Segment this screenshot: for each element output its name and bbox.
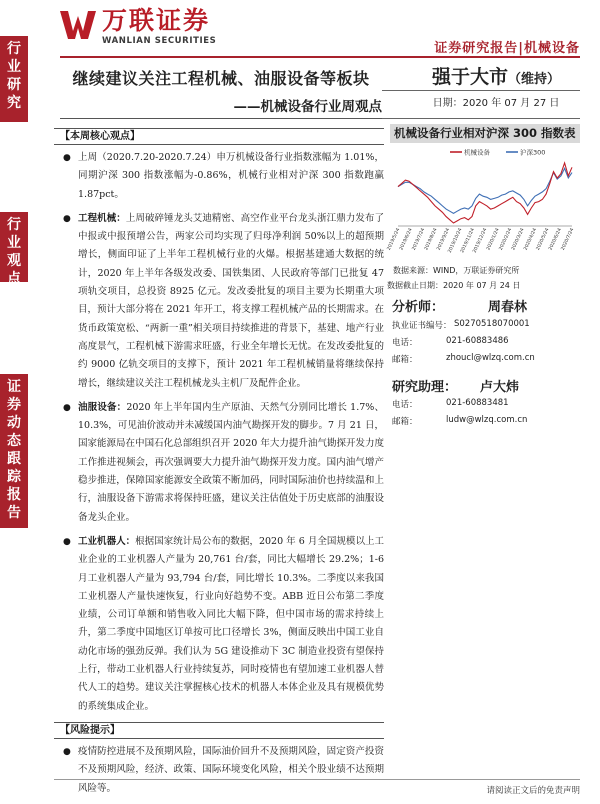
- assistant-email-value[interactable]: ludw@wlzq.com.cn: [446, 415, 528, 425]
- report-title: 继续建议关注工程机械、油服设备等板块: [72, 69, 370, 88]
- bullet-icon: ●: [63, 153, 71, 163]
- paragraph-lead: 油服设备：: [78, 401, 127, 413]
- date-divider: [382, 118, 580, 119]
- chart-title: 机械设备行业相对沪深 300 指数表: [390, 124, 580, 143]
- oil-service-paragraph: [54, 399, 384, 527]
- assistant-email-label: 邮箱：: [392, 417, 418, 427]
- bullet-icon: ●: [63, 536, 71, 547]
- legend-label: 机械设备: [464, 148, 490, 157]
- paragraph-text: 上周（2020.7.20-2020.7.24）申万机械设备行业指数涨幅为 1.01%，同期沪深 300 指数涨幅为-0.86%，机械行业相对沪深 300 指数跑赢 1.87pct。: [78, 152, 384, 200]
- disclaimer-note: 请阅读正文后的免责声明: [486, 786, 580, 796]
- x-tick-label: 2019/8/24: [424, 227, 439, 252]
- paragraph-text: 疫情防控进展不及预期风险，国际油价回升不及预期风险，固定资产投资不及预期风险，经济、政策、国际环境变化风险，相关个股业绩不达预期风险等。: [78, 745, 384, 794]
- analyst-role: 分析师：: [392, 300, 445, 315]
- x-tick-label: 2020/7/24: [560, 227, 576, 252]
- risk-heading: 【风险提示】: [54, 722, 384, 739]
- rating-label: [412, 62, 580, 89]
- header-divider: [60, 56, 580, 58]
- rating-qualifier: （维持）: [508, 72, 561, 87]
- wanlian-logo-icon: [60, 9, 96, 41]
- bullet-icon: ●: [63, 746, 71, 757]
- x-tick-label: 2020/1/24: [486, 227, 501, 252]
- assistant-role: 研究助理：: [392, 380, 458, 395]
- x-tick-label: 2019/6/24: [399, 227, 414, 252]
- chart-source: 数据来源：WIND，万联证券研究所: [393, 266, 520, 275]
- x-tick-label: 2019/12/24: [472, 227, 489, 254]
- relative-performance-chart: [386, 146, 580, 262]
- assistant-phone-label: 电话：: [392, 400, 418, 410]
- paragraph-text: 2020 年上半年国内生产原油、天然气分别同比增长 1.7%、10.3%，可见油价波动并未减缓国内油气勘探开发的脚步。7 月 21 日，国家能源局在中国石化总部组织召开 2020 年大力提升油气勘探开发力度工作推进视频会，再次强调要大力提升油气勘探开发力度。国内油气增产稳步推进，保障国家能源安全政策不断加码，同时国际油价也持续温和上行，油服设备下游需求将保持旺盛，建议关注估值处于历史底部的油服设备龙头企业。: [78, 401, 384, 523]
- bullet-icon: ●: [63, 213, 71, 224]
- analyst-name: 周春林: [488, 300, 528, 315]
- analyst-cert-value: S0270518070001: [454, 319, 530, 329]
- legend-label: 沪深300: [520, 148, 546, 157]
- assistant-phone-value: 021-60883481: [446, 398, 509, 408]
- analyst-phone-label: 电话：: [392, 338, 418, 348]
- brand-name: 万联证券: [102, 6, 211, 35]
- bullet-icon: ●: [63, 402, 71, 413]
- x-tick-label: 2019/5/24: [386, 227, 402, 252]
- core-views-heading: 【本周核心观点】: [54, 128, 384, 145]
- x-tick-label: 2020/6/24: [548, 227, 563, 252]
- chart-cutoff-date: 数据截止日期：2020 年 07 月 24 日: [387, 281, 521, 290]
- paragraph-text: 根据国家统计局公布的数据，2020 年 6 月全国规模以上工业企业的工业机器人产量为 20,761 台/套，同比大幅增长 29.2%；1-6 月工业机器人产量为 93,794 台/套，同比增长 10.3%。二季度以来我国工业机器人产量快速恢复，行业向好趋势不变。ABB 近日公布第二季度业绩，公司订单额和销售收入同比大幅下降，但中国市场的需求持续上升，第二季度中国地区订单按可比口径增长 3%，侧面反映出中国工业自动化市场的强劲反弹。我们认为 5G 建设推动下 3C 制造业投资有望保持上行，带动工业机器人行业持续复苏，同时疫情也有望加速工业机器人替代人工的趋势。建议关注掌握核心技术的机器人本体企业及具有规模优势的系统集成企业。: [78, 535, 384, 712]
- report-date: 日期：2020 年 07 月 27 日: [432, 98, 560, 109]
- assistant-name: 卢大炜: [480, 380, 520, 395]
- analyst-cert-label: 执业证书编号：: [392, 321, 452, 331]
- sidebar-label-tracking-report: 证 券 动 态 跟 踪 报 告: [0, 374, 28, 528]
- analyst-email-label: 邮箱：: [392, 355, 418, 365]
- x-tick-label: 2019/9/24: [436, 227, 452, 252]
- x-tick-label: 2019/11/24: [460, 227, 476, 254]
- paragraph-lead: 工业机器人：: [78, 535, 136, 547]
- series-line: [398, 163, 572, 223]
- x-tick-label: 2019/7/24: [411, 227, 427, 252]
- report-type: 证券研究报告|机械设备: [434, 41, 580, 56]
- x-tick-label: 2020/3/24: [511, 227, 526, 252]
- report-header: [0, 0, 600, 58]
- sidebar-label-industry-research: 行 业 研 究: [0, 36, 28, 122]
- footer-divider: [54, 779, 580, 780]
- series-line: [398, 168, 572, 213]
- x-tick-label: 2019/10/24: [447, 227, 464, 254]
- construction-machinery-paragraph: [54, 210, 384, 393]
- paragraph-text: 上周破碎锤龙头艾迪精密、高空作业平台龙头浙江鼎力发布了中报或中报预增公告，两家公司均实现了归母净利润 50%以上的超预期增长，侧面印证了上半年工程机械行业的火爆。根据基建通大数据的统计，2020 年上半年各级发改委、国铁集团、人民政府等部门已批复 47 项轨交项目，总投资 8925 亿元。发改委批复的项目主要为长期重大项目，预计大部分将在 2021 年开工，将支撑工程机械产品的长期需求。在货币政策宽松、“两新一重”相关项目持续推进的背景下，基建、地产行业高度景气，工程机械下游需求旺盛，行业全年增长无忧。在发改委批复的约 9000 亿轨交项目的支撑下，预计 2021 年工程机械销量将继续保持增长，继续建议关注工程机械龙头主机厂及配件企业。: [78, 212, 384, 389]
- report-subtitle: ——机械设备行业周观点: [233, 99, 382, 115]
- weekly-summary-paragraph: [54, 149, 384, 204]
- x-tick-label: 2020/4/24: [523, 227, 539, 252]
- risk-paragraph: [54, 743, 384, 798]
- rating-divider: [382, 90, 580, 91]
- industrial-robot-paragraph: [54, 533, 384, 716]
- brand-name-en: WANLIAN SECURITIES: [102, 36, 217, 46]
- rating-value: 强于大市: [431, 66, 508, 88]
- report-body: [54, 128, 384, 804]
- title-divider: [60, 118, 382, 119]
- sidebar-label-industry-view: 行 业 观 点: [0, 212, 28, 282]
- paragraph-lead: 工程机械：: [78, 212, 126, 224]
- x-tick-label: 2020/2/24: [498, 227, 514, 252]
- analyst-email-value[interactable]: zhoucl@wlzq.com.cn: [446, 353, 535, 363]
- analyst-phone-value: 021-60883486: [446, 336, 509, 346]
- x-tick-label: 2020/5/24: [535, 227, 551, 252]
